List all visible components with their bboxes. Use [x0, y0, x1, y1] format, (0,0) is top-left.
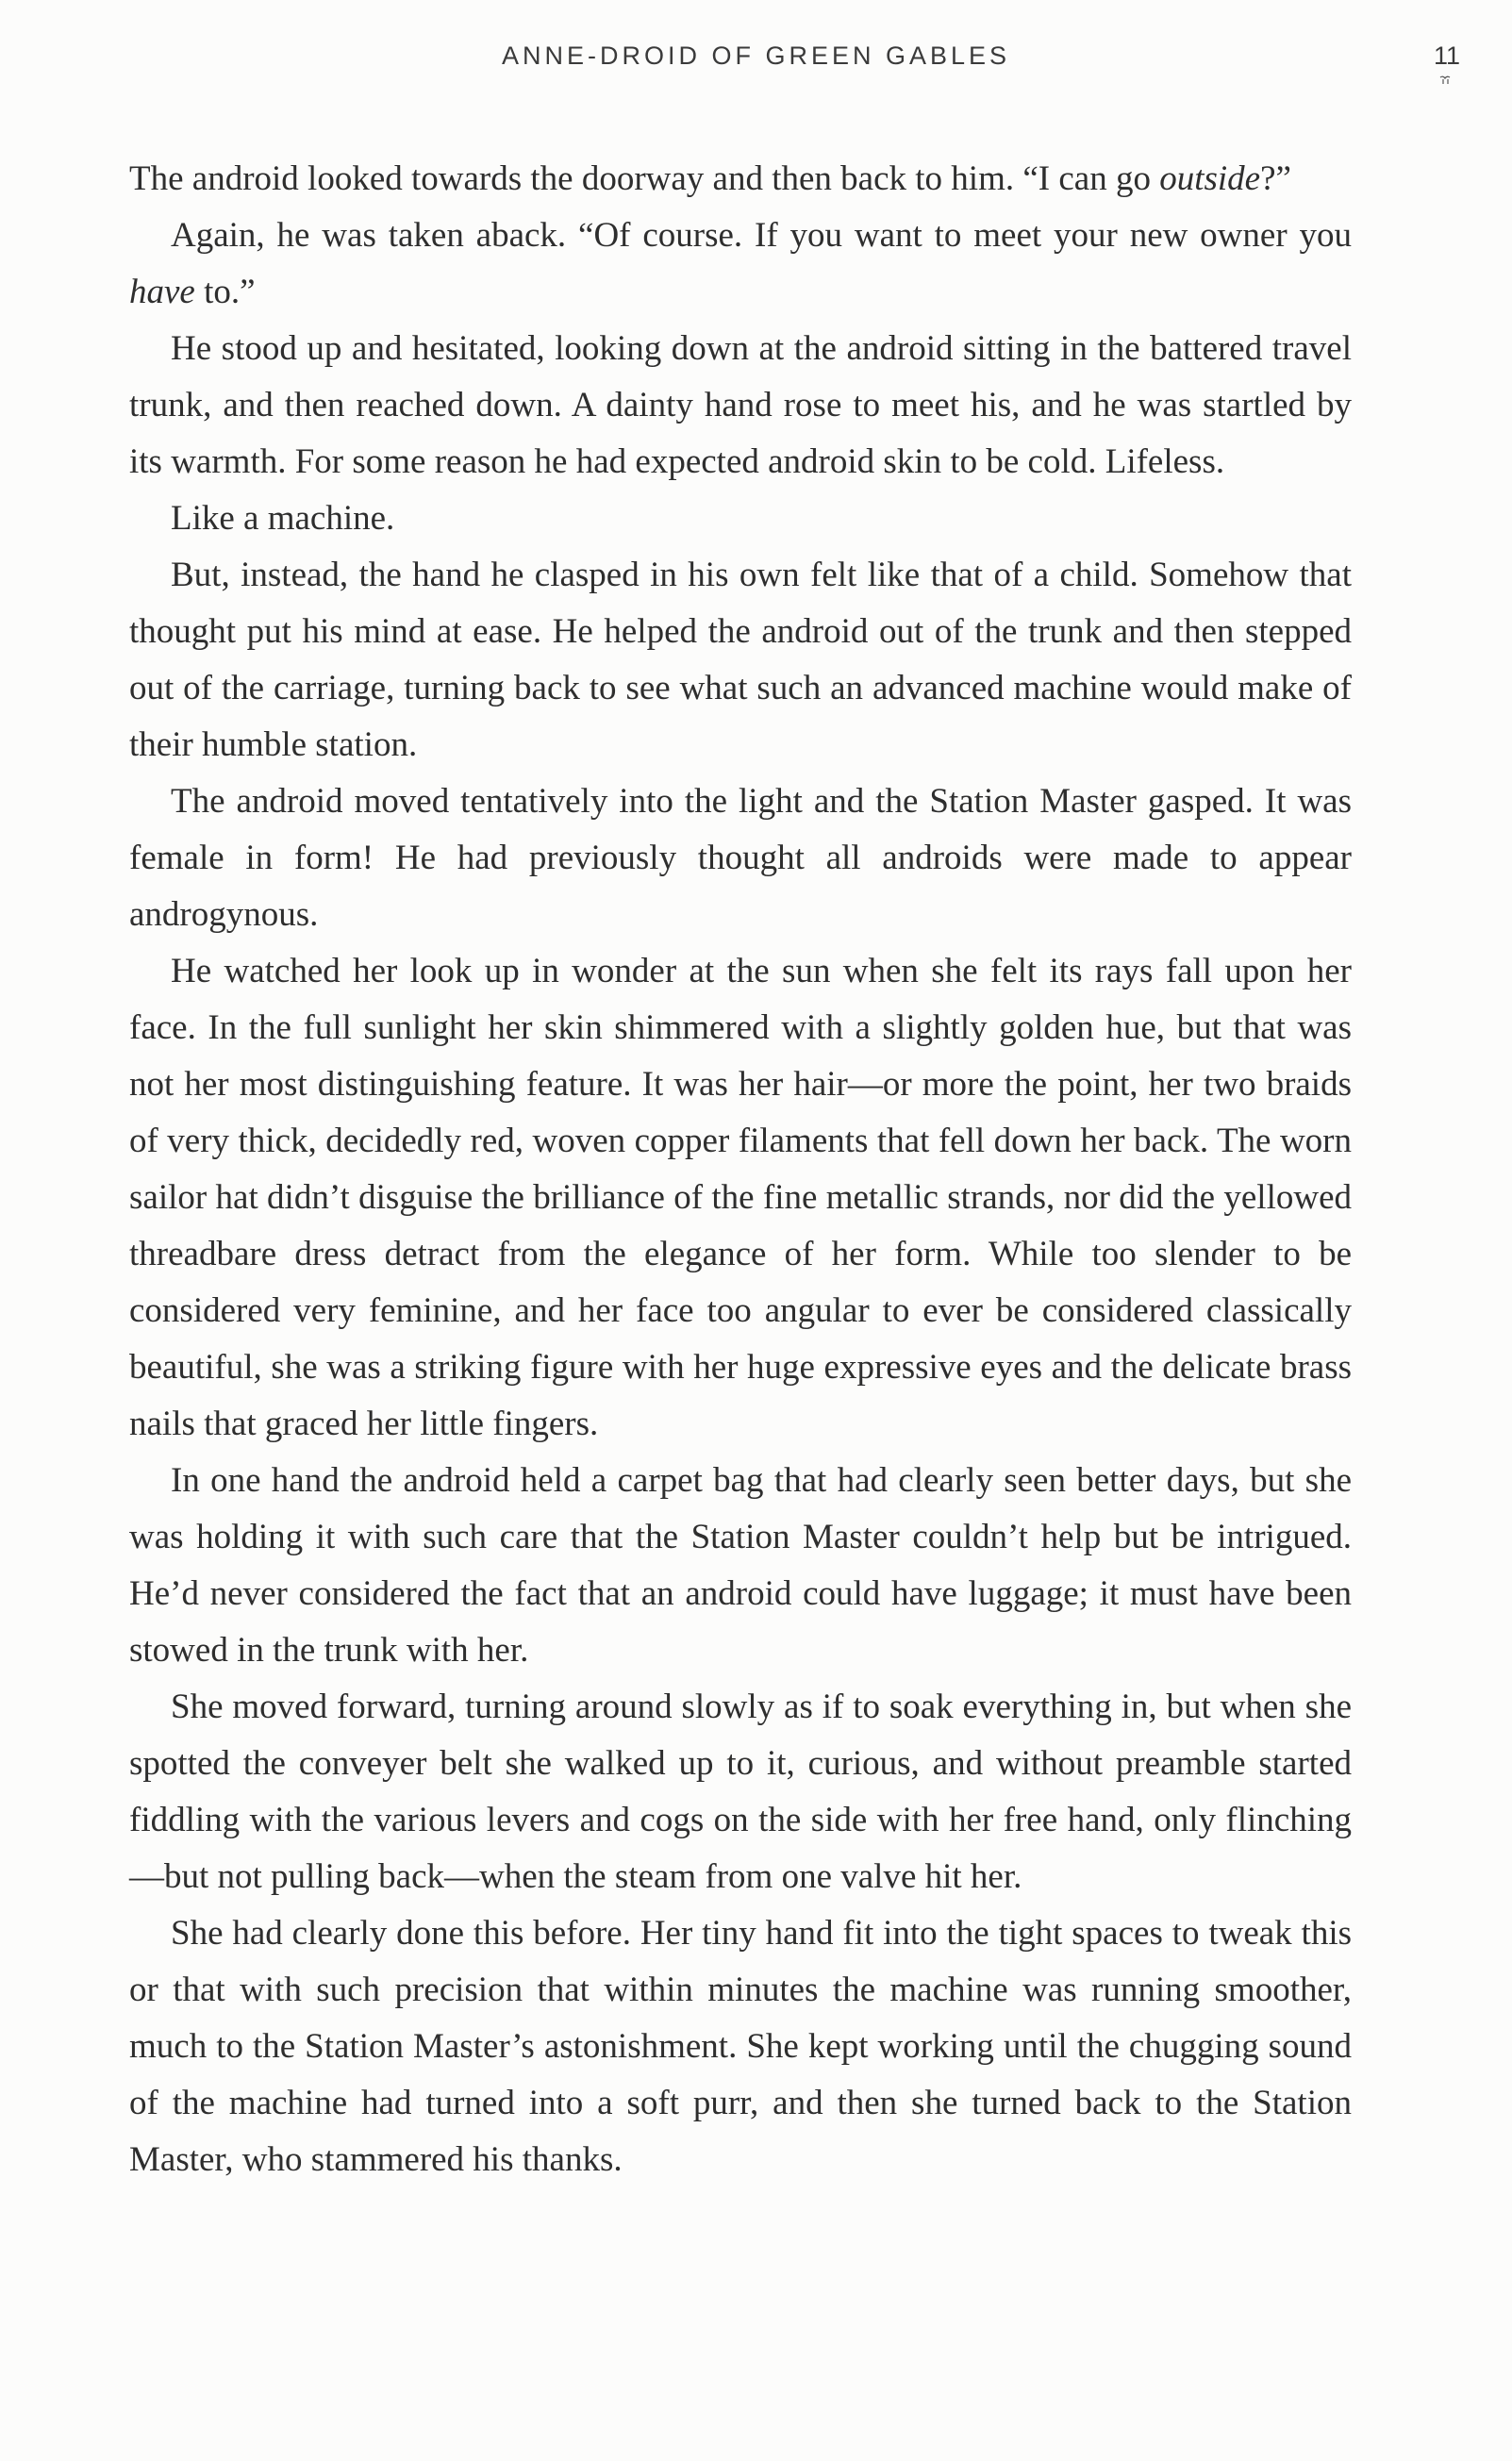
page-number-ornament-icon: [1439, 75, 1453, 85]
emphasis-have: have: [129, 273, 195, 311]
emphasis-outside: outside: [1159, 159, 1261, 198]
paragraph-10: She had clearly done this before. Her tiny hand fit into the tight spaces to tweak this or that with such precision that within minutes the machine was running smoother, much to the Station Master’s astonishment. She kept working until the chugging sound of the machine had turned into a soft purr, and then she turned back to the Station Master, who stammered his thanks.: [129, 1914, 1352, 2179]
paragraph-3: He stood up and hesitated, looking down at the android sitting in the battered travel trunk, and then reached down. A dainty hand rose to meet his, and he was startled by its warmth. For some reason he had expected android skin to be cold. Lifeless.: [129, 329, 1352, 481]
paragraph-1: The android looked towards the doorway and then back to him. “I can go outside?”: [129, 159, 1291, 198]
paragraph-4: Like a machine.: [171, 499, 395, 538]
paragraph-9: She moved forward, turning around slowly as if to soak everything in, but when she spotted the conveyer belt she walked up to it, curious, and without preamble started fiddling with the various levers and cogs on the side with her free hand, only flinching—but not pulling back—when the steam from one valve hit her.: [129, 1688, 1352, 1896]
body-text: [129, 151, 1352, 2188]
running-head-title: ANNE-DROID OF GREEN GABLES: [501, 42, 1011, 70]
paragraph-8: In one hand the android held a carpet bag that had clearly seen better days, but she was holding it with such care that the Station Master couldn’t help but be intrigued. He’d never considered the fact that an android could have luggage; it must have been stowed in the trunk with her.: [129, 1461, 1352, 1670]
paragraph-2: Again, he was taken aback. “Of course. If you want to meet your new owner you have to.”: [129, 216, 1352, 311]
paragraph-7: He watched her look up in wonder at the sun when she felt its rays fall upon her face. In the full sunlight her skin shimmered with a slightly golden hue, but that was not her most distinguishing feature. It was her hair—or more the point, her two braids of very thick, decidedly red, woven copper filaments that fell down her back. The worn sailor hat didn’t disguise the brilliance of the fine metallic strands, nor did the yellowed threadbare dress detract from the elegance of her form. While too slender to be considered very feminine, and her face too angular to ever be considered classically beautiful, she was a striking figure with her huge expressive eyes and the delicate brass nails that graced her little fingers.: [129, 952, 1352, 1443]
paragraph-6: The android moved tentatively into the light and the Station Master gasped. It was female in form! He had previously thought all androids were made to appear androgynous.: [129, 782, 1352, 934]
page-number: 11: [1433, 42, 1461, 70]
paragraph-5: But, instead, the hand he clasped in his own felt like that of a child. Somehow that thought put his mind at ease. He helped the android out of the trunk and then stepped out of the carriage, turning back to see what such an advanced machine would make of their humble station.: [129, 556, 1352, 764]
